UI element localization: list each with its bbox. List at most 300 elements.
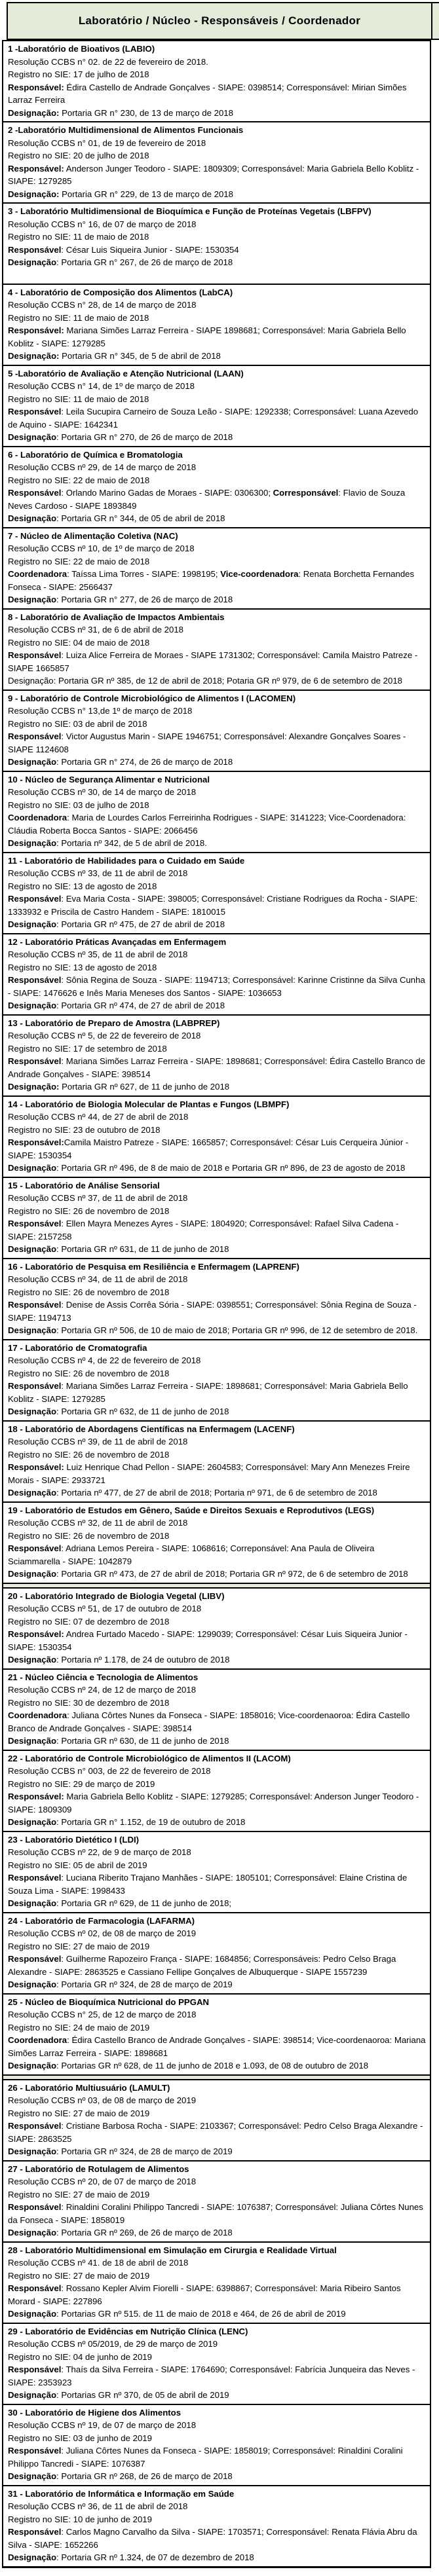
field-label: Responsável: xyxy=(8,1462,64,1472)
field-text: Resolução CCBS n° 14, de 1º de março de 2018 xyxy=(8,381,195,391)
field-label: 25 - Núcleo de Bioquímica Nutricional do PPGAN xyxy=(8,1996,210,2007)
field-text: Registro no SIE: 26 de novembro de 2018 xyxy=(8,1449,170,1460)
field-label: 11 - Laboratório de Habilidades para o Cuidado em Saúde xyxy=(8,855,245,866)
entry-line xyxy=(8,2120,426,2145)
entry-line xyxy=(8,380,426,393)
entry-line xyxy=(8,1124,426,1137)
field-label: 30 - Laboratório de Higiene dos Alimentos xyxy=(8,2407,181,2418)
entry-line xyxy=(8,936,426,949)
field-label: Responsável: xyxy=(8,1629,64,1639)
entry-line xyxy=(8,1243,426,1256)
column-divider xyxy=(431,3,432,39)
field-label: 8 - Laboratório de Avaliação de Impactos Ambientais xyxy=(8,612,225,622)
field-text: : Victor Augustus Marin - SIAPE 1946751; Corresponsável: Alexandre Gonçalves Soares - SIAPE 1124608 xyxy=(8,731,406,754)
entry-line xyxy=(8,2389,426,2402)
field-label: Designação xyxy=(8,1736,57,1746)
field-text: : Portaria GR n° 277, de 26 de março de 2018 xyxy=(56,595,233,604)
field-label: 15 - Laboratório de Análise Sensorial xyxy=(8,1180,160,1190)
field-label: Responsável xyxy=(8,894,62,904)
entry-line xyxy=(8,1846,426,1859)
field-label: Vice-coordenadora xyxy=(220,569,299,579)
entry-line xyxy=(8,918,426,931)
field-text: Resolução CCBS nº 5, de 22 de fevereiro de 2018 xyxy=(8,1031,201,1040)
entry-line xyxy=(8,1790,426,1816)
field-text: Registro no SIE: 26 de novembro de 2018 xyxy=(8,1287,170,1297)
entry-line xyxy=(8,2008,426,2021)
field-text: : Leila Sucupira Carneiro de Souza Leão - SIAPE: 1292338; Corresponsável: Luana Azevedo de Aquino - SIAPE: 1642341 xyxy=(8,407,419,430)
entry-line xyxy=(8,2226,426,2239)
entry-line xyxy=(8,636,426,650)
entry-line xyxy=(8,542,426,555)
entry-line xyxy=(8,730,426,756)
field-text: Resolução CCBS nº 24, de 12 de março de 2018 xyxy=(8,1685,197,1695)
field-label: Designação xyxy=(8,2146,57,2156)
entry-line xyxy=(8,286,426,299)
field-text: Portaria GR nº 627, de 11 de junho de 2018 xyxy=(59,1082,230,1092)
field-label: Designação xyxy=(8,2471,57,2481)
entry-line xyxy=(8,2488,426,2501)
field-text: : Portaria GR nº 269, de 26 de março de 2018 xyxy=(56,2228,233,2237)
entry-line xyxy=(8,1354,426,1367)
lab-entry-24 xyxy=(3,1912,430,1993)
field-text: Registro no SIE: 26 de novembro de 2018 xyxy=(8,1368,170,1378)
field-text: Registro no SIE: 17 de julho de 2018 xyxy=(8,69,149,79)
field-text: : Portaria GR nº 475, de 27 de abril de 2018 xyxy=(56,919,225,929)
field-text: : Rossano Kepler Alvim Fiorelli - SIAPE: 6398867; Corresponsável: Maria Ribeiro Santos Morard - SIAPE: 227896 xyxy=(8,2283,401,2306)
entry-line xyxy=(8,324,426,350)
entry-line xyxy=(8,568,426,593)
field-text: : Sônia Regina de Souza - SIAPE: 1194713; Corresponsável: Karinne Cristinne da Silva Cunha - SIAPE: 1476626 e Inês Maria Meneses dos Santos - SIAPE: 1036653 xyxy=(8,975,425,998)
entry-line xyxy=(8,449,426,462)
field-text: : Portaria GR n° 267, de 26 de março de 2018 xyxy=(56,257,233,267)
lab-entry-14 xyxy=(3,1095,430,1177)
field-text: : Rinaldini Coralini Philippo Tancredi - SIAPE: 1076387; Corresponsável: Juliana Côrtes Nunes da Fonseca - SIAPE: 1858019 xyxy=(8,2202,423,2225)
field-text: Registro no SIE: 23 de outubro de 2018 xyxy=(8,1124,161,1135)
entry-line xyxy=(8,611,426,624)
entry-line xyxy=(8,2188,426,2201)
entry-line xyxy=(8,837,426,850)
field-text: : Flavio de Souza Neves Cardoso - SIAPE 1893849 xyxy=(8,488,406,511)
field-text: : Eva Maria Costa - SIAPE: 398005; Corresponsável: Cristiane Rodrigues da Rocha - SIAPE: 1333932 e Priscila de Castro Handem - SIAPE: 1810015 xyxy=(8,894,418,917)
entry-line xyxy=(8,1996,426,2009)
entry-line xyxy=(8,1568,426,1581)
field-text: Luiz Henrique Chad Pellon - SIAPE: 2604583; Corresponsável: Mary Ann Menezes Freire Morais - SIAPE: 2933721 xyxy=(8,1462,410,1485)
field-text: : Luciana Riberito Trajano Manhães - SIAPE: 1805101; Corresponsável: Elaine Cristina de Souza Lima - SIAPE: 1998433 xyxy=(8,1873,408,1896)
field-label: Responsável xyxy=(8,1954,62,1964)
field-text: : Portaria GR nº 506, de 10 de maio de 2018; Portaria GR nº 996, de 12 de setembro de 2018. xyxy=(56,1325,418,1335)
field-label: Designação xyxy=(8,2228,57,2237)
field-label: 3 - Laboratório Multidimensional de Bioquímica e Função de Proteínas Vegetais (LBFPV) xyxy=(8,206,372,216)
field-text: Registro no SIE: 11 de maio de 2018 xyxy=(8,232,149,242)
field-label: 4 - Laboratório de Composição dos Alimentos (LabCA) xyxy=(8,287,233,297)
entry-line xyxy=(8,512,426,525)
entry-line xyxy=(8,718,426,731)
field-label: 17 - Laboratório de Cromatografia xyxy=(8,1342,147,1353)
entry-line xyxy=(8,2363,426,2389)
entry-line xyxy=(8,1324,426,1337)
field-label: Responsável: xyxy=(8,82,64,92)
lab-entry-26 xyxy=(3,2079,430,2160)
lab-entry-5 xyxy=(3,365,430,446)
field-label: 14 - Laboratório de Biologia Molecular de Plantas e Fungos (LBMPF) xyxy=(8,1099,290,1109)
field-label: Responsável xyxy=(8,1300,62,1310)
field-text: : Portarias GR nº 370, de 05 de abril de 2019 xyxy=(56,2390,229,2400)
entry-line xyxy=(8,1017,426,1030)
field-text: : Portaria GR n° 274, de 26 de março de 2018 xyxy=(56,757,233,767)
field-text: Resolução CCBS nº 22, de 9 de março de 2018 xyxy=(8,1847,191,1857)
field-label: 16 - Laboratório de Pesquisa em Resiliência e Enfermagem (LAPRENF) xyxy=(8,1261,299,1272)
field-text: : Portaria nº 1.178, de 24 de outubro de 2018 xyxy=(56,1655,230,1665)
field-text: : Carlos Magno Carvalho da Silva - SIAPE: 1703571; Corresponsável: Renata Flávia Abru da Silva - SIAPE: 1652266 xyxy=(8,2527,417,2550)
field-text: Resolução CCBS nº 30, de 14 de março de 2018 xyxy=(8,787,197,797)
field-text: Registro no SIE: 22 de maio de 2018 xyxy=(8,475,150,485)
field-label: 5 -Laboratório de Avaliação e Atenção Nutricional (LAAN) xyxy=(8,368,244,378)
lab-entry-6 xyxy=(3,446,430,527)
field-label: Designação: xyxy=(8,107,60,118)
entry-line xyxy=(8,461,426,474)
field-text: : Édira Castello Branco de Andrade Gonçalves - SIAPE: 398514; Vice-coordenaoroa: Mariana Simões Larraz Ferreira - SIAPE: 1898681 xyxy=(8,2035,426,2058)
lab-entry-15 xyxy=(3,1177,430,1258)
field-label: 10 - Núcleo de Segurança Alimentar e Nutricional xyxy=(8,774,210,784)
field-label: Coordenadora xyxy=(8,2035,67,2045)
lab-entry-3 xyxy=(3,202,430,284)
field-text: Resolução CCBS n° 28, de 14 de março de 2018 xyxy=(8,300,197,310)
entry-line xyxy=(8,880,426,893)
entry-line xyxy=(8,1602,426,1615)
field-text: Resolução CCBS n° 16, de 07 de março de 2018 xyxy=(8,219,197,229)
entry-line xyxy=(8,312,426,325)
entry-line xyxy=(8,1367,426,1380)
entry-line xyxy=(8,1136,426,1162)
lab-entry-17 xyxy=(3,1339,430,1420)
entry-line xyxy=(8,2034,426,2059)
field-text: Resolução CCBS nº 03, de 08 de março de 2019 xyxy=(8,2095,197,2105)
field-label: Designação xyxy=(8,1979,57,1989)
field-text: Resolução CCBS nº 51, de 17 de outubro de 2018 xyxy=(8,1604,202,1613)
field-label: Responsável xyxy=(8,2364,62,2374)
field-label: 19 - Laboratório de Estudos em Gênero, Saúde e Direitos Sexuais e Reprodutivos (LEGS) xyxy=(8,1505,375,1515)
lab-entry-10 xyxy=(3,771,430,852)
lab-entry-18 xyxy=(3,1420,430,1501)
entry-line xyxy=(8,2256,426,2270)
entry-line xyxy=(8,2175,426,2188)
lab-entry-1 xyxy=(3,40,430,121)
entry-line xyxy=(8,1833,426,1847)
entry-line xyxy=(8,974,426,999)
field-text: Registro no SIE: 03 de julho de 2018 xyxy=(8,800,149,810)
field-text: Resolução CCBS n° 25, de 12 de março de 2018 xyxy=(8,2010,197,2019)
field-label: Designação xyxy=(8,1817,57,1827)
field-text: : Portaria GR nº 324, de 28 de março de 2019 xyxy=(56,2146,233,2156)
entry-line xyxy=(8,892,426,918)
entry-line xyxy=(8,867,426,880)
entry-line xyxy=(8,1684,426,1697)
entry-line xyxy=(8,2082,426,2095)
field-label: Responsável xyxy=(8,650,62,660)
entry-line xyxy=(8,81,426,107)
lab-entry-4 xyxy=(3,284,430,365)
field-text: : Juliana Côrtes Nunes da Fonseca - SIAPE: 1858019; Corresponsável: Rinaldini Coralini Philippo Tancredi - SIAPE: 1076387 xyxy=(8,2446,403,2469)
lab-entry-25 xyxy=(3,1993,430,2074)
field-label: Designação xyxy=(8,919,57,929)
field-label: Coordenadora xyxy=(8,813,67,822)
entry-line xyxy=(8,244,426,257)
field-text: Portaria GR n° 345, de 5 de abril de 2018 xyxy=(59,351,221,361)
field-text: : Juliana Côrtes Nunes da Fonseca - SIAPE: 1858016; Vice-coordenaoroa: Édira Castello Branco de Andrade Gonçalves - SIAPE: 398514 xyxy=(8,1710,410,1733)
field-text: Resolução CCBS nº 37, de 11 de abril de 2018 xyxy=(8,1193,188,1203)
field-text: : Denise de Assis Corrêa Sória - SIAPE: 0398551; Corresponsável: Sônia Regina de Souza - SIAPE: 1194713 xyxy=(8,1300,417,1323)
field-label: Designação xyxy=(8,595,57,604)
field-label: Designação xyxy=(8,1244,57,1254)
field-label: 22 - Laboratório de Controle Microbiológico de Alimentos II (LACOM) xyxy=(8,1753,291,1763)
field-text: : Portaria GR nº 268, de 26 de março de 2018 xyxy=(56,2471,233,2481)
field-text: : Taíssa Lima Torres - SIAPE: 1998195; xyxy=(67,569,221,579)
field-text: Registro no SIE: 20 de julho de 2018 xyxy=(8,151,149,160)
field-text: Registro no SIE: 11 de maio de 2018 xyxy=(8,312,149,323)
field-text: Resolução CCBS nº 44, de 27 de abril de 2018 xyxy=(8,1112,189,1122)
field-text: Registro no SIE: 30 de dezembro de 2018 xyxy=(8,1697,170,1708)
field-text: : Luiza Alice Ferreira de Moraes - SIAPE 1731302; Corresponsável: Camila Maistro Patreze - SIAPE 1665857 xyxy=(8,650,418,673)
entry-line xyxy=(8,107,426,120)
lab-entry-22 xyxy=(3,1750,430,1831)
field-text: Resolução CCBS nº 19, de 07 de março de 2018 xyxy=(8,2420,197,2430)
entry-line xyxy=(8,855,426,868)
entry-line xyxy=(8,1042,426,1056)
field-text: : Portaria nº 342, de 5 de abril de 2018. xyxy=(56,838,207,848)
field-label: Responsável: xyxy=(8,1792,64,1801)
field-label: Responsável xyxy=(8,1219,62,1228)
field-text: : Portaria GR nº 474, de 27 de abril de 2018 xyxy=(56,1001,225,1010)
field-text: Registro no SIE: 04 de maio de 2018 xyxy=(8,637,150,648)
field-text: Resolução CCBS n° 02. de 22 de fevereiro de 2018. xyxy=(8,56,208,67)
entry-line xyxy=(8,1423,426,1436)
entry-line xyxy=(8,1260,426,1274)
lab-entry-21 xyxy=(3,1668,430,1750)
field-label: Designação xyxy=(8,513,57,523)
field-label: 31 - Laboratório de Informática e Informação em Saúde xyxy=(8,2488,235,2499)
entry-line xyxy=(8,2351,426,2364)
entry-line xyxy=(8,1405,426,1418)
entry-line xyxy=(8,149,426,162)
field-text: Mariana Simões Larraz Ferreira - SIAPE 1898681; Corresponsável: Maria Gabriela Bello Koblitz - SIAPE: 1279285 xyxy=(8,325,406,348)
entry-line xyxy=(8,555,426,568)
field-label: Responsável xyxy=(8,488,62,498)
entry-line xyxy=(8,1765,426,1778)
entry-line xyxy=(8,1628,426,1653)
field-text: Registro no SIE: 29 de março de 2019 xyxy=(8,1778,155,1789)
field-text: Registro no SIE: 27 de maio de 2019 xyxy=(8,1941,150,1951)
entry-line xyxy=(8,350,426,363)
field-text: : Portaria GR nº 1.324, de 07 de dezembro de 2018 xyxy=(56,2552,254,2562)
entry-line xyxy=(8,1671,426,1684)
field-label: Coordenadora xyxy=(8,569,67,579)
entry-line xyxy=(8,1897,426,1910)
field-text: Portaria GR n° 230, de 13 de março de 2018 xyxy=(59,107,233,118)
entry-line xyxy=(8,2308,426,2321)
entry-line xyxy=(8,1859,426,1872)
entry-line xyxy=(8,961,426,974)
field-label: 9 - Laboratório de Controle Microbiológico de Alimentos I (LACOMEN) xyxy=(8,693,296,703)
entry-line xyxy=(8,1080,426,1094)
entry-line xyxy=(8,2419,426,2432)
entry-line xyxy=(8,256,426,269)
field-label: Responsável xyxy=(8,2446,62,2456)
entry-line xyxy=(8,1504,426,1517)
field-text: Resolução CCBS nº 35, de 11 de abril de 2018 xyxy=(8,949,188,959)
entry-line xyxy=(8,593,426,606)
field-label: 28 - Laboratório Multidimensional em Simulação em Cirurgia e Realidade Virtual xyxy=(8,2245,337,2255)
field-label: Responsável xyxy=(8,2527,62,2537)
field-label: Corresponsável xyxy=(273,488,339,498)
field-text: Resolução CCBS nº 31, de 6 de abril de 2018 xyxy=(8,625,184,635)
field-label: Designação xyxy=(8,257,57,267)
entry-line xyxy=(8,2244,426,2257)
entry-line xyxy=(8,1098,426,1111)
field-label: Designação xyxy=(8,838,57,848)
field-text: : Cristiane Barbosa Rocha - SIAPE: 2103367; Corresponsável: Pedro Celso Braga Alexandre - SIAPE: 2863525 xyxy=(8,2121,423,2144)
field-text: Registro no SIE: 27 de maio de 2019 xyxy=(8,2270,150,2281)
field-text: Camila Maistro Patreze - SIAPE: 1665857; Corresponsável: César Luis Cerqueira Júnior - SIAPE: 1530354 xyxy=(8,1137,409,1160)
field-label: Designação xyxy=(8,2061,57,2070)
entry-line xyxy=(8,2270,426,2283)
field-label: 13 - Laboratório de Preparo de Amostra (LABPREP) xyxy=(8,1018,220,1028)
field-text: Registro no SIE: 27 de maio de 2019 xyxy=(8,2108,150,2118)
field-text: : Mariana Simões Larraz Ferreira - SIAPE: 1898681; Corresponsável: Édira Castello Branco de Andrade Gonçalves - SIAPE: 398514 xyxy=(8,1056,425,1079)
field-label: Responsável xyxy=(8,2202,62,2212)
field-text: : Ellen Mayra Menezes Ayres - SIAPE: 1804920; Corresponsável: Rafael Silva Cadena - SIAPE: 2157258 xyxy=(8,1219,399,1242)
field-label: 24 - Laboratório de Farmacologia (LAFARMA) xyxy=(8,1915,195,1926)
field-text: Registro no SIE: 07 de dezembro de 2018 xyxy=(8,1616,170,1627)
field-text: : Maria de Lourdes Carlos Ferreirinha Rodrigues - SIAPE: 3141223; Vice-Coordenadora: Cláudia Roberta Bocca Santos - SIAPE: 2066456 xyxy=(8,813,406,836)
entry-line xyxy=(8,218,426,231)
entry-line xyxy=(8,1530,426,1543)
field-label: 23 - Laboratório Dietético I (LDI) xyxy=(8,1834,140,1845)
field-text: Registro no SIE: 05 de abril de 2019 xyxy=(8,1860,147,1870)
field-label: Responsável xyxy=(8,1543,62,1553)
field-label: 27 - Laboratório de Rotulagem de Alimentos xyxy=(8,2163,189,2174)
field-text: Registro no SIE: 03 de junho de 2019 xyxy=(8,2433,152,2443)
field-label: Designação xyxy=(8,1001,57,1010)
entry-line xyxy=(8,1342,426,1355)
entry-line xyxy=(8,2282,426,2308)
field-text: Registro no SIE: 04 de junho de 2019 xyxy=(8,2351,152,2362)
field-text: Registro no SIE: 13 de agosto de 2018 xyxy=(8,881,157,891)
entry-line xyxy=(8,1953,426,1978)
field-text: Registro no SIE: 10 de junho de 2019 xyxy=(8,2514,152,2524)
field-text: Registro no SIE: 26 de novembro de 2018 xyxy=(8,1530,170,1541)
field-label: Designação xyxy=(8,2552,57,2562)
field-label: Responsável xyxy=(8,244,62,255)
field-label: Designação xyxy=(8,1407,57,1416)
entry-line xyxy=(8,530,426,543)
lab-entry-23 xyxy=(3,1831,430,1912)
field-label: Designação: xyxy=(8,351,60,361)
field-text: Resolução CCBS nº 41. de 18 de abril de 2018 xyxy=(8,2258,189,2268)
field-text: Registro no SIE: 17 de setembro de 2018 xyxy=(8,1043,167,1054)
page-title: Laboratório / Núcleo - Responsáveis / Coordenador xyxy=(78,14,361,27)
lab-entry-11 xyxy=(3,852,430,933)
entry-line xyxy=(8,2094,426,2107)
entry-line xyxy=(8,1542,426,1568)
lab-entry-9 xyxy=(3,690,430,771)
field-text: Resolução CCBS n° 003, de 22 de fevereiro de 2018 xyxy=(8,1766,211,1776)
field-text: Resolução CCBS nº 34, de 11 de abril de 2018 xyxy=(8,1274,188,1284)
field-label: Designação xyxy=(8,1655,57,1665)
field-label: Responsável: xyxy=(8,1137,64,1147)
entry-line xyxy=(8,1709,426,1735)
lab-entry-16 xyxy=(3,1258,430,1339)
field-label: 20 - Laboratório Integrado de Biologia Vegetal (LIBV) xyxy=(8,1591,225,1601)
field-text: : Portaria GR n° 344, de 05 de abril de 2018 xyxy=(56,513,225,523)
field-label: Designação xyxy=(8,2390,57,2400)
field-label: 18 - Laboratório de Abordagens Científicas na Enfermagem (LACENF) xyxy=(8,1424,295,1434)
field-text: : Renata Borchetta Fernandes Fonseca - SIAPE: 2566437 xyxy=(8,569,415,592)
field-text: Resolução CCBS nº 32, de 11 de abril de 2018 xyxy=(8,1518,188,1528)
entry-line xyxy=(8,2513,426,2526)
entry-line xyxy=(8,405,426,431)
field-label: Responsável: xyxy=(8,325,64,335)
entry-line xyxy=(8,2145,426,2158)
field-text: Resolução CCBS nº 05/2019, de 29 de março de 2019 xyxy=(8,2339,218,2349)
field-text: Registro no SIE: 24 de maio de 2019 xyxy=(8,2022,150,2033)
entry-line xyxy=(8,1915,426,1928)
entry-line xyxy=(8,1590,426,1603)
entry-line xyxy=(8,1179,426,1192)
entry-line xyxy=(8,1055,426,1080)
entry-line xyxy=(8,1192,426,1205)
entry-line xyxy=(8,1029,426,1042)
field-label: 29 - Laboratório de Evidências em Nutrição Clínica (LENC) xyxy=(8,2326,248,2336)
field-text: : Portarias GR nº 515. de 11 de maio de 2018 e 464, de 26 de abril de 2019 xyxy=(56,2309,346,2319)
row-separator xyxy=(3,2074,430,2079)
entry-line xyxy=(8,1162,426,1175)
row-separator xyxy=(3,1583,430,1587)
entry-line xyxy=(8,68,426,81)
field-text: Resolução CCBS n° 01, de 19 de fevereiro de 2018 xyxy=(8,138,206,148)
entry-line xyxy=(8,1448,426,1462)
entry-line xyxy=(8,1273,426,1286)
entry-line xyxy=(8,1298,426,1324)
entry-line xyxy=(8,1653,426,1666)
field-text: : Portaria GR n° 1.152, de 19 de outubro de 2018 xyxy=(56,1817,246,1827)
entry-line xyxy=(8,2526,426,2551)
field-label: 21 - Núcleo Ciência e Tecnologia de Alimentos xyxy=(8,1672,199,1682)
field-label: Responsável xyxy=(8,407,62,416)
field-label: 2 -Laboratório Multidimensional de Alimentos Funcionais xyxy=(8,125,244,135)
field-label: Designação: xyxy=(8,1082,60,1092)
field-text: : Adriana Lemos Pereira - SIAPE: 1068616; Correponsável: Ana Paula de Oliveira Sciammarella - SIAPE: 1042879 xyxy=(8,1543,375,1566)
entry-line xyxy=(8,811,426,837)
field-label: Coordenadora xyxy=(8,1710,67,1720)
field-label: Designação xyxy=(8,1488,57,1498)
field-text: : Portaria GR nº 496, de 8 de maio de 2018 e Portaria GR nº 896, de 23 de agosto de 2018 xyxy=(56,1163,406,1173)
field-text: : Portaria GR n° 270, de 26 de março de 2018 xyxy=(56,432,233,442)
field-text: Maria Gabriela Bello Koblitz - SIAPE: 1279285; Corresponsável: Anderson Junger Teodoro - SIAPE: 1809309 xyxy=(8,1792,419,1814)
field-text: : César Luis Siqueira Junior - SIAPE: 1530354 xyxy=(61,244,239,255)
entry-line xyxy=(8,948,426,961)
field-text: Resolução CCBS n° 13,de 1º de março de 2018 xyxy=(8,706,193,716)
field-text: : Portaria nº 477, de 27 de abril de 2018; Portaria nº 971, de 6 de setembro de 2018 xyxy=(56,1488,377,1498)
entry-line xyxy=(8,1752,426,1765)
entry-line xyxy=(8,1735,426,1748)
field-text: : Mariana Simões Larraz Ferreira - SIAPE: 1898681; Corresponsável: Maria Gabriela Bello Koblitz - SIAPE: 1279285 xyxy=(8,1381,408,1404)
entry-line xyxy=(8,999,426,1012)
entry-line xyxy=(8,1697,426,1710)
entry-line xyxy=(8,1111,426,1124)
field-text: Anderson Junger Teodoro - SIAPE: 1809309; Corresponsável: Maria Gabriela Bello Koblitz - SIAPE: 1279285 xyxy=(8,163,419,186)
field-label: 12 - Laboratório Práticas Avançadas em Enfermagem xyxy=(8,936,227,947)
field-label: Designação xyxy=(8,1898,57,1908)
